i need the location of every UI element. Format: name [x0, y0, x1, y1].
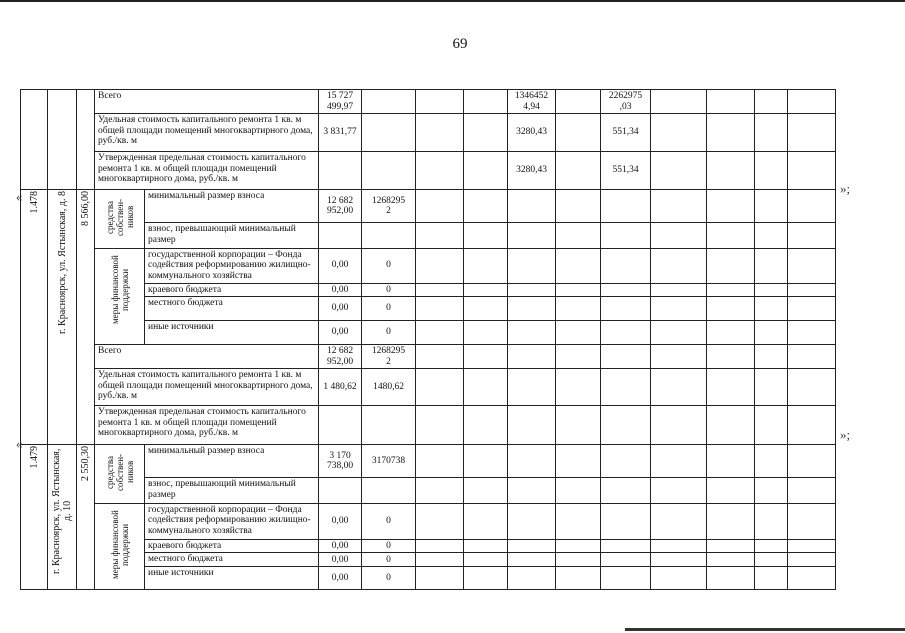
cell-value: 3280,43	[508, 152, 556, 190]
house-number: 1.479	[28, 446, 40, 469]
house-area: 2 550,30	[80, 446, 91, 481]
cell-value: 0	[362, 297, 416, 321]
row-label: государственной корпорации – Фонда содействия реформированию жилищно-коммунального хозяйства	[145, 503, 319, 539]
row-label: местного бюджета	[145, 553, 319, 567]
table-row	[21, 114, 836, 152]
cell-value: 12 682 952,00	[319, 190, 362, 223]
quote-close-mark-2: »;	[840, 427, 851, 442]
owners-funds-group: средства собствен-ников	[104, 198, 135, 236]
house-address: г. Красноярск, ул. Ястынская, д. 10	[51, 448, 73, 574]
cell-value: 0,00	[319, 553, 362, 567]
cell-value	[319, 478, 362, 503]
table-row	[21, 445, 836, 478]
quote-open-mark-1: «	[16, 189, 23, 204]
house-area: 8 566,00	[80, 191, 91, 226]
cell-value: 2262975 ,03	[601, 90, 651, 114]
table-row	[21, 152, 836, 190]
cell-value: 1346452 4,94	[508, 90, 556, 114]
cell-value: 0	[362, 553, 416, 567]
cell-value: 0	[362, 321, 416, 345]
table-row	[21, 90, 836, 114]
cell-value: 0	[362, 567, 416, 590]
cell-value: 1 480,62	[319, 369, 362, 406]
page-number: 69	[452, 36, 468, 52]
cell-value: 551,34	[601, 152, 651, 190]
cell-value: 0,00	[319, 283, 362, 297]
row-label: краевого бюджета	[145, 283, 319, 297]
quote-close-mark-1: »;	[840, 181, 851, 196]
row-label: взнос, превышающий минимальный размер	[145, 478, 319, 503]
table-row	[21, 406, 836, 445]
row-label: Всего	[95, 90, 319, 114]
cell-value: 3280,43	[508, 114, 556, 152]
cell-value: 3170738	[362, 445, 416, 478]
row-label: государственной корпорации – Фонда содействия реформированию жилищно-коммунального хозяйства	[145, 248, 319, 283]
cell-value	[362, 478, 416, 503]
cell-value: 3 170 738,00	[319, 445, 362, 478]
row-label: взнос, превышающий минимальный размер	[145, 223, 319, 248]
house-number: 1.478	[28, 191, 40, 214]
cell-value: 0	[362, 283, 416, 297]
cell-value: 1480,62	[362, 369, 416, 406]
table-row	[21, 503, 836, 539]
row-label: краевого бюджета	[145, 539, 319, 553]
cell-value: 0,00	[319, 248, 362, 283]
bottom-border-line	[625, 628, 905, 631]
cell-value: 0,00	[319, 297, 362, 321]
row-label: Удельная стоимость капитального ремонта 1 кв. м общей площади помещений многоквартирного дома, руб./кв. м	[95, 369, 319, 406]
row-label: минимальный размер взноса	[145, 190, 319, 223]
row-label: Утвержденная предельная стоимость капитального ремонта 1 кв. м общей площади помещений многоквартирного дома, руб./кв. м	[95, 406, 319, 445]
row-label: иные источники	[145, 567, 319, 590]
owners-funds-group: средства собствен-ников	[104, 453, 135, 491]
cell-value: 0,00	[319, 567, 362, 590]
repair-cost-table	[20, 89, 836, 590]
row-label: иные источники	[145, 321, 319, 345]
row-label: Всего	[95, 345, 319, 369]
cell-value: 0	[362, 503, 416, 539]
financial-support-group: меры финансовой поддержки	[109, 255, 130, 324]
cell-value: 551,34	[601, 114, 651, 152]
top-border-line	[0, 0, 905, 2]
quote-open-mark-2: «	[16, 436, 23, 451]
cell-value: 0,00	[319, 503, 362, 539]
cell-value: 0,00	[319, 539, 362, 553]
row-label: Удельная стоимость капитального ремонта 1 кв. м общей площади помещений многоквартирного дома, руб./кв. м	[95, 114, 319, 152]
table-row	[21, 248, 836, 283]
table-row	[21, 190, 836, 223]
row-label: минимальный размер взноса	[145, 445, 319, 478]
financial-support-group: меры финансовой поддержки	[109, 510, 130, 579]
cell-value: 1268295 2	[362, 190, 416, 223]
house-address: г. Красноярск, ул. Ястынская, д. 8	[56, 191, 68, 334]
cell-value: 0,00	[319, 321, 362, 345]
cell-value: 1268295 2	[362, 345, 416, 369]
cell-value: 15 727 499,97	[319, 90, 362, 114]
cell-value: 12 682 952,00	[319, 345, 362, 369]
cell-value	[362, 223, 416, 248]
row-label: Утвержденная предельная стоимость капитального ремонта 1 кв. м общей площади помещений многоквартирного дома, руб./кв. м	[95, 152, 319, 190]
cell-value: 3 831,77	[319, 114, 362, 152]
cell-value	[319, 223, 362, 248]
cell-value: 0	[362, 539, 416, 553]
table-row	[21, 345, 836, 369]
table-row	[21, 369, 836, 406]
cell-value: 0	[362, 248, 416, 283]
row-label: местного бюджета	[145, 297, 319, 321]
